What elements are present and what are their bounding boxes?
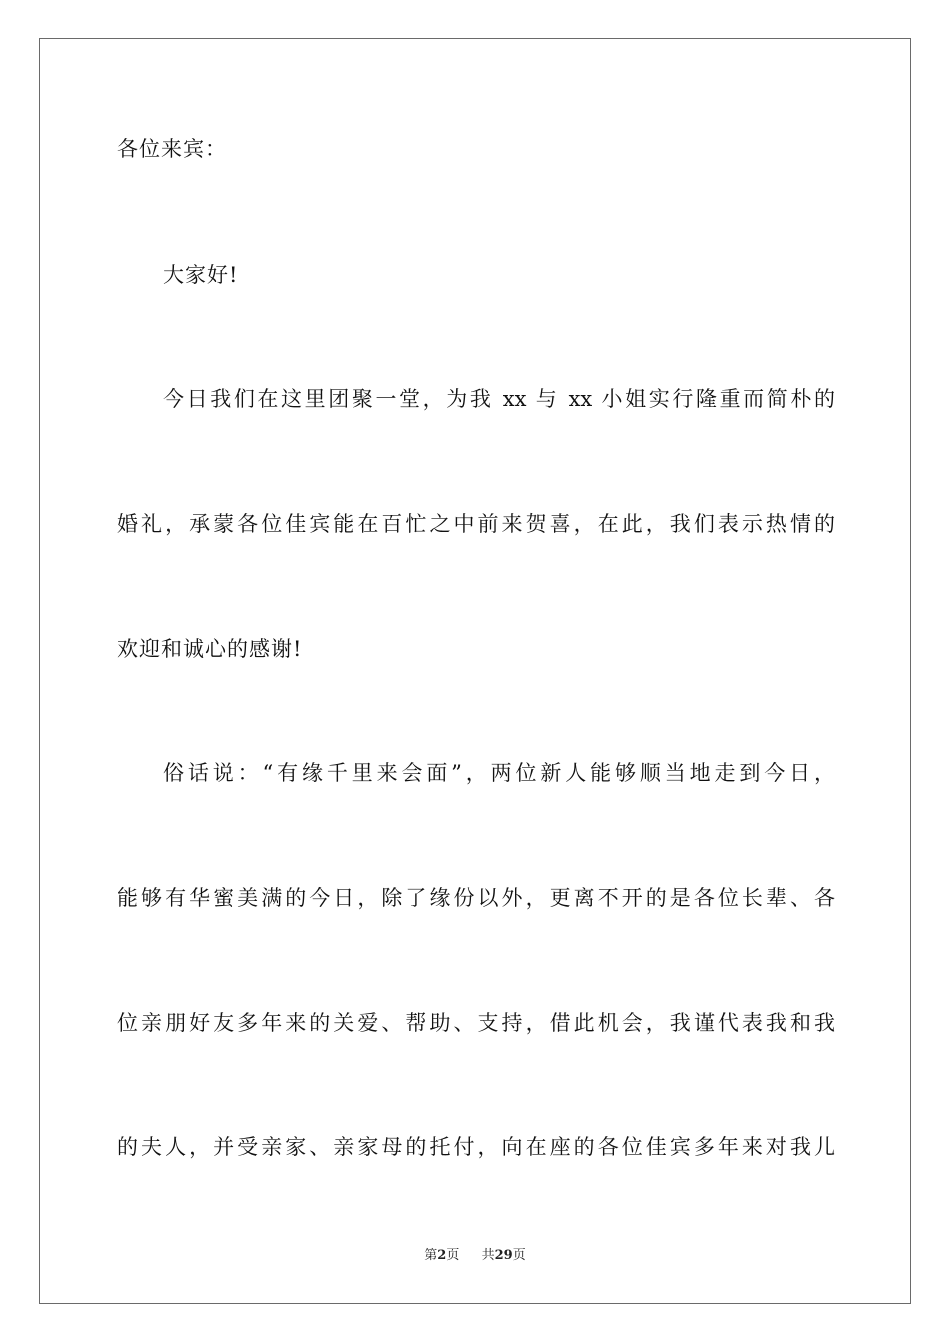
page-prefix: 第 [424, 1248, 438, 1263]
greeting: 大家好! [163, 263, 239, 287]
page-suffix: 页 [446, 1248, 460, 1263]
paragraph-line: 能够有华蜜美满的今日，除了缘份以外，更离不开的是各位长辈、各 [117, 886, 835, 910]
total-suffix: 页 [512, 1248, 526, 1263]
page-footer [0, 1247, 950, 1265]
paragraph-line: 婚礼，承蒙各位佳宾能在百忙之中前来贺喜，在此，我们表示热情的 [117, 512, 835, 536]
paragraph-line: 俗话说：“有缘千里来会面”，两位新人能够顺当地走到今日， [163, 761, 835, 785]
salutation: 各位来宾： [117, 137, 227, 161]
total-pages: 29 [494, 1248, 513, 1263]
paragraph-line: 的夫人，并受亲家、亲家母的托付，向在座的各位佳宾多年来对我儿 [117, 1135, 835, 1159]
paragraph-line: 今日我们在这里团聚一堂，为我 xx 与 xx 小姐实行隆重而简朴的 [163, 387, 835, 411]
paragraph-line: 欢迎和诚心的感谢! [117, 637, 303, 661]
page-number: 2 [437, 1248, 447, 1263]
paragraph-line: 位亲朋好友多年来的关爱、帮助、支持，借此机会，我谨代表我和我 [117, 1011, 835, 1035]
page-border [39, 38, 911, 1304]
total-prefix: 共 [481, 1248, 495, 1263]
